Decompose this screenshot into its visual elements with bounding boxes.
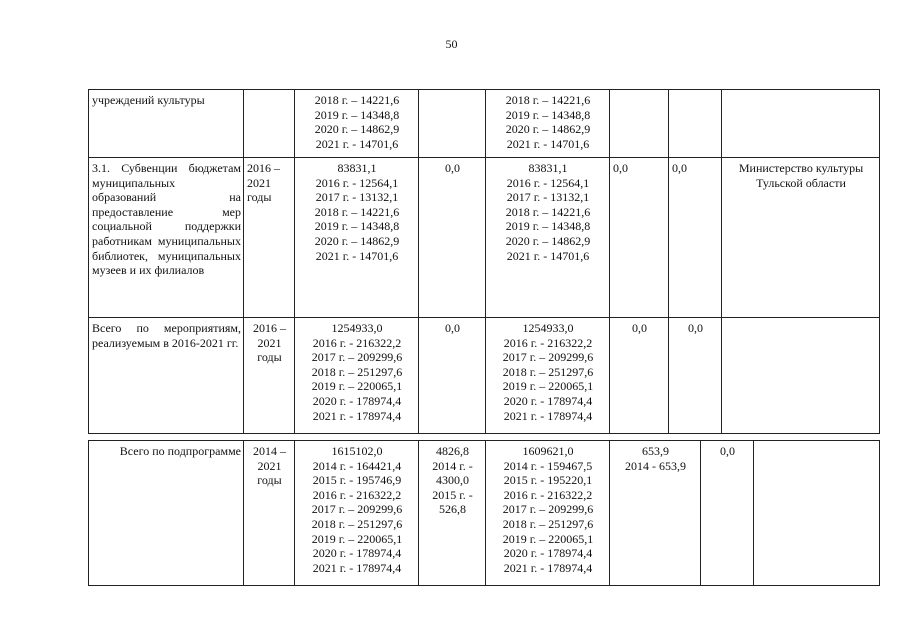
measure-name-cell: Всего по мероприятиям, реализуемым в 2016-2021 гг. bbox=[89, 318, 244, 434]
other-funding-cell: 0,0 bbox=[669, 158, 722, 318]
total-funding-cell: 1615102,0 2014 г. - 164421,4 2015 г. - 195746,9 2016 г. - 216322,2 2017 г. – 209299,6 2018 г. – 251297,6 2019 г. – 220065,1 2020 г. - 178974,4 2021 г. - 178974,4 bbox=[295, 441, 419, 586]
other-funding-cell: 0,0 bbox=[669, 318, 722, 434]
local-funding-cell: 0,0 bbox=[610, 318, 669, 434]
table-row bbox=[89, 318, 880, 434]
period-cell: 2014 – 2021 годы bbox=[244, 441, 295, 586]
federal-funding-cell: 4826,8 2014 г. - 4300,0 2015 г. - 526,8 bbox=[419, 441, 486, 586]
federal-funding-cell bbox=[419, 90, 486, 158]
other-funding-cell bbox=[669, 90, 722, 158]
executor-cell bbox=[722, 90, 880, 158]
total-funding-cell: 83831,1 2016 г. - 12564,1 2017 г. - 13132,1 2018 г. – 14221,6 2019 г. – 14348,8 2020 г. – 14862,9 2021 г. - 14701,6 bbox=[295, 158, 419, 318]
budget-table-top bbox=[88, 89, 880, 434]
executor-cell: Министерство культуры Тульской области bbox=[722, 158, 880, 318]
page-number: 50 bbox=[445, 37, 458, 51]
measure-name-cell: 3.1. Субвенции бюджетам муниципальных образований на предоставление мер социальной поддержки работникам муниципальных библиотек, муниципальных музеев и их филиалов bbox=[89, 158, 244, 318]
other-funding-cell: 0,0 bbox=[701, 441, 754, 586]
regional-funding-cell: 83831,1 2016 г. - 12564,1 2017 г. - 13132,1 2018 г. – 14221,6 2019 г. – 14348,8 2020 г. – 14862,9 2021 г. - 14701,6 bbox=[486, 158, 610, 318]
period-cell bbox=[244, 90, 295, 158]
federal-funding-cell: 0,0 bbox=[419, 158, 486, 318]
total-funding-cell: 1254933,0 2016 г. - 216322,2 2017 г. – 209299,6 2018 г. – 251297,6 2019 г. – 220065,1 2020 г. - 178974,4 2021 г. - 178974,4 bbox=[295, 318, 419, 434]
table-row bbox=[89, 90, 880, 158]
executor-cell bbox=[754, 441, 880, 586]
regional-funding-cell: 2018 г. – 14221,6 2019 г. – 14348,8 2020 г. – 14862,9 2021 г. - 14701,6 bbox=[486, 90, 610, 158]
regional-funding-cell: 1254933,0 2016 г. - 216322,2 2017 г. – 209299,6 2018 г. – 251297,6 2019 г. – 220065,1 2020 г. - 178974,4 2021 г. - 178974,4 bbox=[486, 318, 610, 434]
period-cell: 2016 – 2021 годы bbox=[244, 158, 295, 318]
federal-funding-cell: 0,0 bbox=[419, 318, 486, 434]
measure-name-cell: учреждений культуры bbox=[89, 90, 244, 158]
table-row bbox=[89, 441, 880, 586]
regional-funding-cell: 1609621,0 2014 г. - 159467,5 2015 г. - 195220,1 2016 г. - 216322,2 2017 г. – 209299,6 2018 г. – 251297,6 2019 г. – 220065,1 2020 г. - 178974,4 2021 г. - 178974,4 bbox=[486, 441, 610, 586]
budget-table-bottom bbox=[88, 440, 880, 586]
table-row bbox=[89, 158, 880, 318]
local-funding-cell: 0,0 bbox=[610, 158, 669, 318]
period-cell: 2016 – 2021 годы bbox=[244, 318, 295, 434]
total-funding-cell: 2018 г. – 14221,6 2019 г. – 14348,8 2020 г. – 14862,9 2021 г. - 14701,6 bbox=[295, 90, 419, 158]
local-funding-cell: 653,9 2014 - 653,9 bbox=[610, 441, 701, 586]
measure-name-cell: Всего по подпрограмме bbox=[89, 441, 244, 586]
local-funding-cell bbox=[610, 90, 669, 158]
executor-cell bbox=[722, 318, 880, 434]
